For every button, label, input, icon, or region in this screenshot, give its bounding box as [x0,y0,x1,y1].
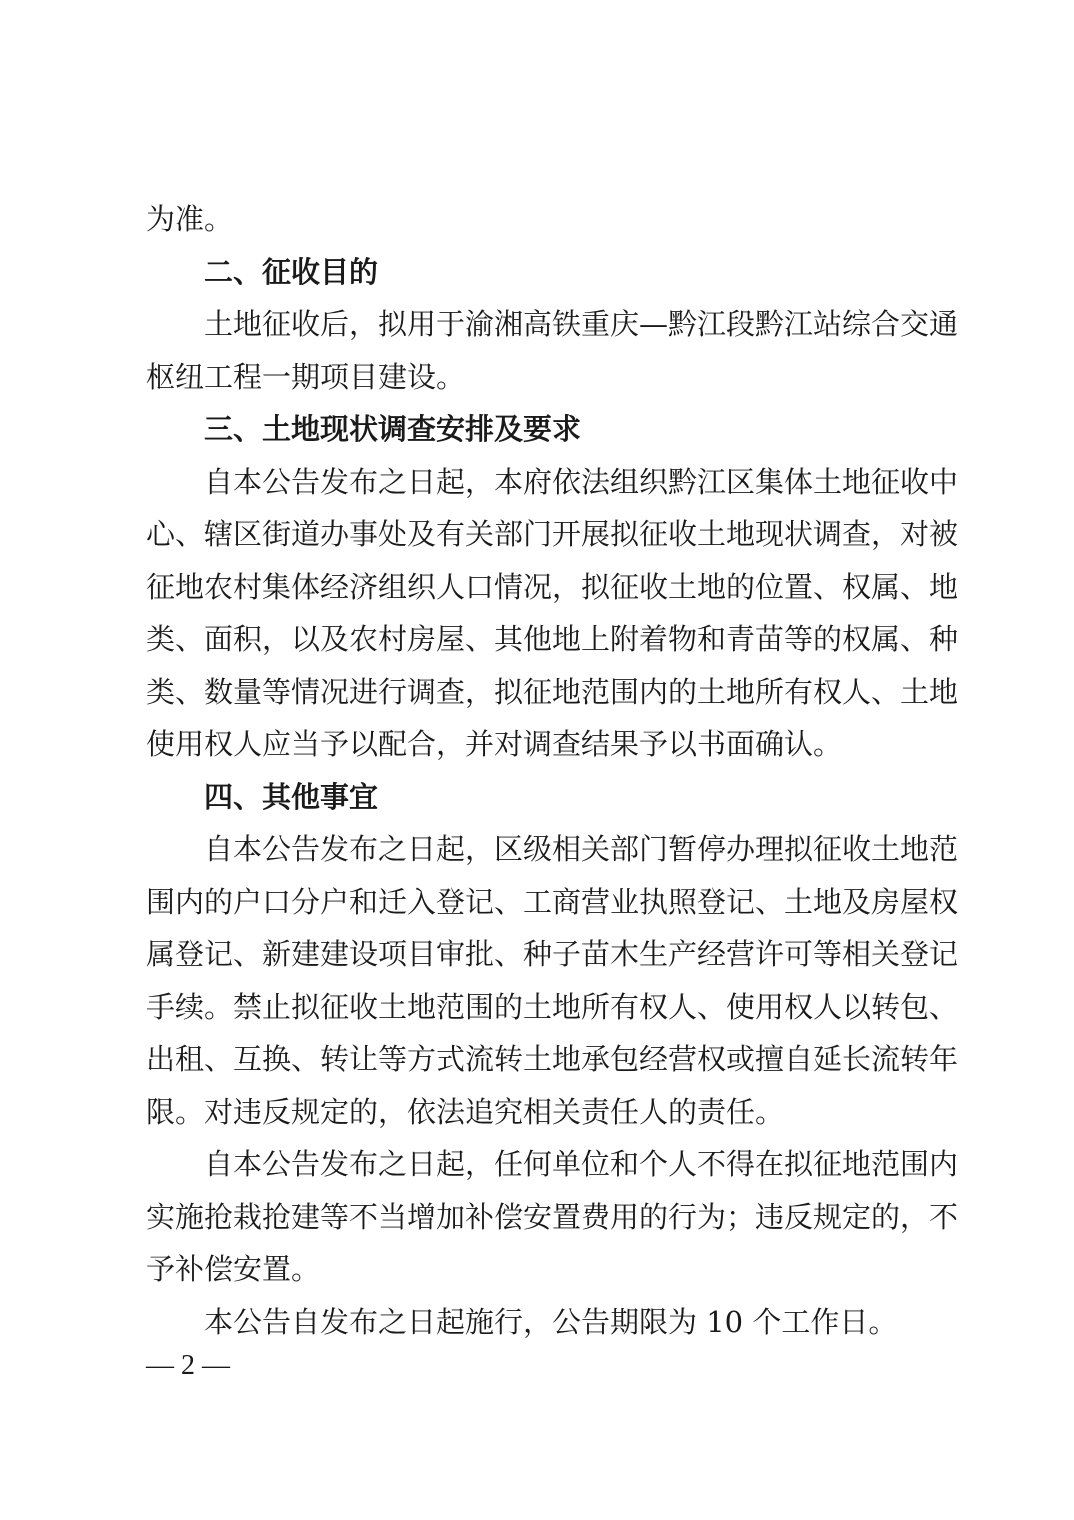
document-body [146,193,959,1348]
body-line: 手续。禁止拟征收土地范围的土地所有权人、使用权人以转包、 [146,989,959,1024]
body-line: 使用权人应当予以配合，并对调查结果予以书面确认。 [146,727,843,761]
body-line: 属登记、新建建设项目审批、种子苗木生产经营许可等相关登记 [146,937,959,971]
page-number: — 2 — [146,1350,230,1381]
section-heading-other: 四、其他事宜 [204,779,379,814]
body-line: 本公告自发布之日起施行，公告期限为 10 个工作日。 [204,1304,898,1339]
body-line: 限。对违反规定的，依法追究相关责任人的责任。 [146,1094,785,1129]
body-line: 自本公告发布之日起，任何单位和个人不得在拟征地范围内 [204,1147,959,1181]
section-heading-survey: 三、土地现状调查安排及要求 [204,412,582,446]
body-line: 枢纽工程一期项目建设。 [146,359,466,394]
body-line: 出租、互换、转让等方式流转土地承包经营权或擅自延长流转年 [146,1042,959,1076]
body-line: 类、数量等情况进行调查，拟征地范围内的土地所有权人、土地 [146,674,959,709]
body-line: 予补偿安置。 [146,1252,321,1286]
body-line: 类、面积，以及农村房屋、其他地上附着物和青苗等的权属、种 [146,622,959,656]
body-line: 土地征收后，拟用于渝湘高铁重庆—黔江段黔江站综合交通 [204,307,959,341]
body-line: 为准。 [146,202,234,236]
section-heading-purpose: 二、征收目的 [204,254,379,289]
body-line: 心、辖区街道办事处及有关部门开展拟征收土地现状调查，对被 [146,517,959,551]
body-line: 自本公告发布之日起，区级相关部门暂停办理拟征收土地范 [204,832,959,866]
body-line: 自本公告发布之日起，本府依法组织黔江区集体土地征收中 [204,464,959,499]
body-line: 实施抢栽抢建等不当增加补偿安置费用的行为；违反规定的，不 [146,1199,959,1234]
body-line: 围内的户口分户和迁入登记、工商营业执照登记、土地及房屋权 [146,884,959,919]
body-line: 征地农村集体经济组织人口情况，拟征收土地的位置、权属、地 [146,569,959,604]
